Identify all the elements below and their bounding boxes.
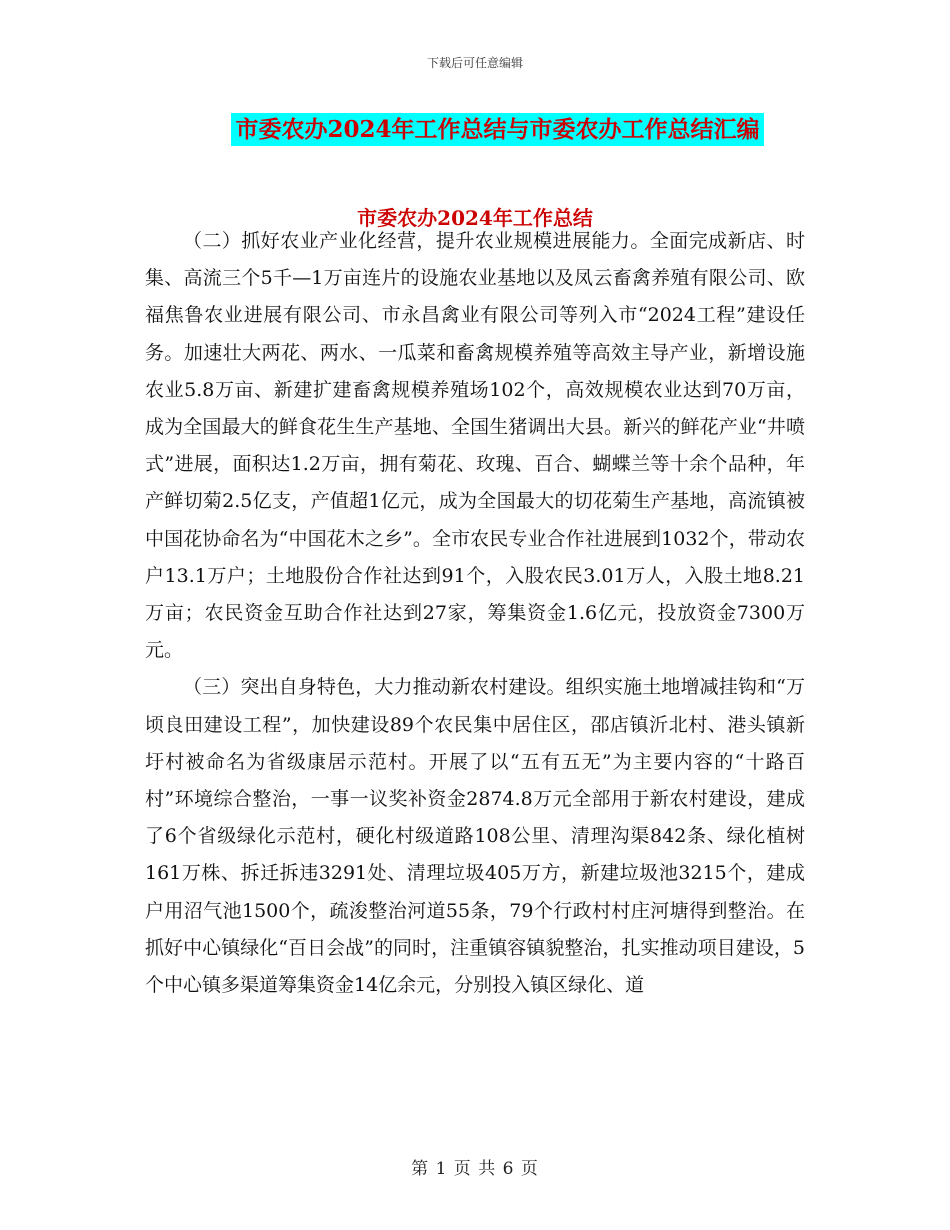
main-title-wrap: [0, 113, 950, 146]
sub-title: 市委农办2024年工作总结: [357, 206, 593, 230]
paragraph-2: （三）突出自身特色，大力推动新农村建设。组织实施土地增减挂钩和“万顷良田建设工程”，加快建设89个农民集中居住区，邵店镇沂北村、港头镇新圩村被命名为省级康居示范村。开展了以“五有五无”为主要内容的“十路百村”环境综合整治，一事一议奖补资金2874.8万元全部用于新农村建设，建成了6个省级绿化示范村，硬化村级道路108公里、清理沟渠842条、绿化植树161万株、拆迁拆违3291处、清理垃圾405万方，新建垃圾池3215个，建成户用沼气池1500个，疏浚整治河道55条，79个行政村村庄河塘得到整治。在抓好中心镇绿化“百日会战”的同时，注重镇容镇貌整治，扎实推动项目建设，5个中心镇多渠道筹集资金14亿余元，分别投入镇区绿化、道: [145, 676, 805, 997]
header-note: 下载后可任意编辑: [426, 56, 523, 70]
main-title: 市委农办2024年工作总结与市委农办工作总结汇编: [231, 113, 763, 146]
body-text: [145, 223, 805, 1004]
page-number: 第 1 页 共 6 页: [411, 1159, 539, 1179]
paragraph-1: （二）抓好农业产业化经营，提升农业规模进展能力。全面完成新店、时集、高流三个5千—1万亩连片的设施农业基地以及凤云畜禽养殖有限公司、欧福焦鲁农业进展有限公司、市永昌禽业有限公司等列入市“2024工程”建设任务。加速壮大两花、两水、一瓜菜和畜禽规模养殖等高效主导产业，新增设施农业5.8万亩、新建扩建畜禽规模养殖场102个，高效规模农业达到70万亩，成为全国最大的鲜食花生生产基地、全国生猪调出大县。新兴的鲜花产业“井喷式”进展，面积达1.2万亩，拥有菊花、玫瑰、百合、蝴蝶兰等十余个品种，年产鲜切菊2.5亿支，产值超1亿元，成为全国最大的切花菊生产基地，高流镇被中国花协命名为“中国花木之乡”。全市农民专业合作社进展到1032个，带动农户13.1万户；土地股份合作社达到91个，入股农民3.01万人，入股土地8.21万亩；农民资金互助合作社达到27家，筹集资金1.6亿元，投放资金7300万元。: [145, 230, 805, 662]
